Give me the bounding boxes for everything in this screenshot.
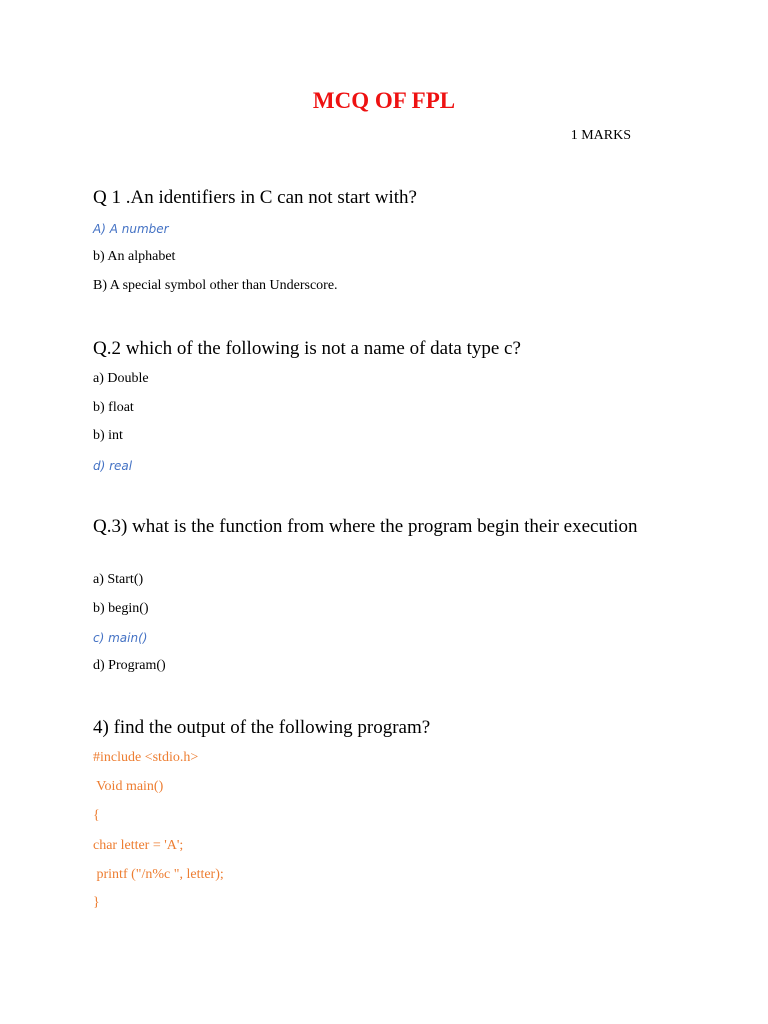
q2-option-d-answer: d) real [93,459,133,473]
marks-label: 1 MARKS [570,128,631,143]
code-line-3: { [93,808,100,823]
question-2: Q.2 which of the following is not a name of data type c? [93,338,521,359]
q3-option-b: b) begin() [93,601,149,616]
q2-option-c: b) int [93,428,123,443]
code-line-5: printf ("/n%c ", letter); [93,867,224,882]
code-line-2: Void main() [93,779,164,794]
q1-option-a-answer: A) A number [93,222,169,236]
q3-option-a: a) Start() [93,572,144,587]
q2-option-a: a) Double [93,371,149,386]
q1-option-b: b) An alphabet [93,249,176,264]
document-title: MCQ OF FPL [312,88,456,113]
code-line-1: #include <stdio.h> [93,750,199,765]
q1-option-c: B) A special symbol other than Underscore. [93,278,338,293]
q2-option-b: b) float [93,400,134,415]
q3-option-d: d) Program() [93,658,166,673]
code-line-4: char letter = 'A'; [93,838,184,853]
code-line-6: } [93,895,100,910]
question-1: Q 1 .An identifiers in C can not start with? [93,187,417,208]
q3-option-c-answer: c) main() [93,631,148,645]
question-4: 4) find the output of the following program? [93,717,431,738]
question-3: Q.3) what is the function from where the program begin their execution [93,516,638,537]
